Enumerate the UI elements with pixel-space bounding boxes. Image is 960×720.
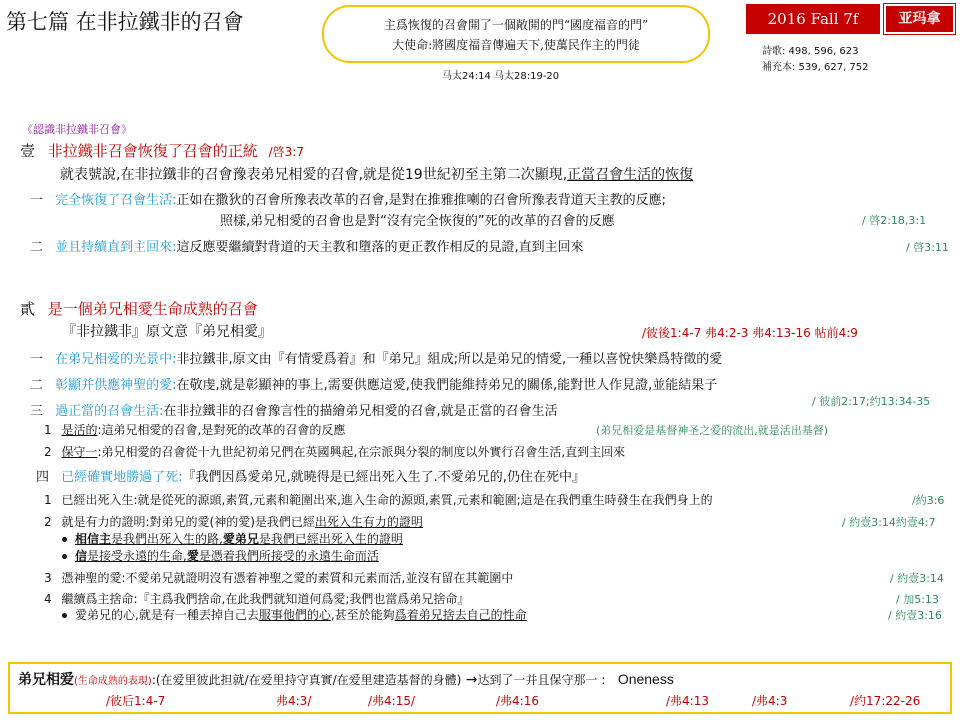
point-num: 四 <box>36 470 50 485</box>
point-num: 三 <box>30 404 44 419</box>
section1-intro-text: 就表號說,在非拉鐵非的召會豫表弟兄相愛的召會,就是從19世紀初至主第二次顯現, <box>60 167 568 183</box>
section1-intro <box>60 164 693 184</box>
page-title: 第七篇 在非拉鐵非的召會 <box>6 10 244 34</box>
motto-line-1: 主爲恢復的召會開了一個敞開的門“國度福音的門” <box>383 18 649 32</box>
bullet-underline: 服事他們的心 <box>258 608 331 622</box>
point-head: 過正當的召會生活: <box>55 404 164 419</box>
sub-num: 2 <box>44 515 52 529</box>
point-head: 彰顯并供應神聖的愛: <box>55 378 177 393</box>
section2-point3-sub2 <box>44 443 625 460</box>
summary-result: 达到了一并且保守那一 : <box>477 673 606 687</box>
section2-point4-sub3 <box>44 569 513 586</box>
sub-underline: 保守一 <box>61 445 98 459</box>
summary-head: 弟兄相爱 <box>18 672 74 688</box>
hymns-line: 詩歌: 498, 596, 623 <box>762 46 859 57</box>
bullet-item-2 <box>62 547 379 564</box>
point-text: 在敬虔,就是彰顯神的事上,需要供應這愛,使我們能維持弟兄的關係,能對世人作見證,並能結果子 <box>176 378 718 393</box>
section1-point2 <box>30 236 584 255</box>
section1-point1-ref: / 啓2:18,3:1 <box>862 214 927 227</box>
summary-ref-4: /弗4:16 <box>496 694 539 708</box>
section2-point4-sub2 <box>44 513 423 530</box>
sub-text: :弟兄相愛的召會從十九世紀初弟兄們在英國興起,在宗派與分裂的制度以外實行召會生活,直到主回來 <box>97 445 626 459</box>
summary-ref-2: 弗4:3/ <box>276 694 312 708</box>
bullet-emph: 愛弟兄 <box>222 532 259 546</box>
point-text: 在非拉鐵非的召會豫言性的描繪弟兄相愛的召會,就是正當的召會生活 <box>163 404 558 419</box>
bullet-dot-icon <box>62 613 67 618</box>
section1-point2-ref: / 啓3:11 <box>906 241 949 254</box>
summary-ref-7: /约17:22-26 <box>850 694 921 708</box>
point-num: 二 <box>30 240 44 255</box>
supplement-line: 補充本: 539, 627, 752 <box>762 62 869 73</box>
sub-text: 繼續爲主捨命:『主爲我們捨命,在此我們就知道何爲愛;我們也當爲弟兄捨命』 <box>61 592 470 606</box>
summary-ref-5: /弗4:13 <box>666 694 709 708</box>
section1-num: 壹 <box>20 142 36 160</box>
summary-ref-1: /彼后1:4-7 <box>106 694 166 708</box>
section2-point1 <box>30 348 722 367</box>
summary-text: :(在爱里彼此担就/在爱里持守真實/在爱里建造基督的身體) <box>151 673 462 687</box>
bullet-emph: 信 <box>75 549 88 563</box>
bullet-text: 是我們出死入生的路, <box>111 532 223 546</box>
sub-num: 1 <box>44 493 52 507</box>
summary-line <box>18 669 674 689</box>
bullet-text: 是接受永遠的生命, <box>87 549 187 563</box>
bullet-text: 是憑着我們所接受的永遠生命而活 <box>198 549 379 563</box>
section2-point4-sub4 <box>44 590 469 607</box>
section2-point3-sub1-note: (弟兄相爱是基督神圣之爱的流出,就是活出基督) <box>596 424 829 437</box>
motto-line-2: 大使命:將國度福音傳遍天下,使萬民作主的門徒 <box>392 38 640 52</box>
section1-intro-underline: 正當召會生活的恢復 <box>567 167 694 183</box>
bullet-dot-icon <box>62 554 67 559</box>
bullet-item-3-ref: / 約壹3:16 <box>888 609 942 622</box>
point-head: 完全恢復了召會生活: <box>55 193 177 208</box>
bullet-emph: 愛 <box>186 549 199 563</box>
oneness-label: Oneness <box>617 671 674 687</box>
point-num: 二 <box>30 378 44 393</box>
section2-heading <box>20 298 258 319</box>
motto-callout <box>322 5 710 63</box>
section1-point1 <box>30 189 666 208</box>
section2-point2 <box>30 374 717 393</box>
section1-heading <box>20 140 304 161</box>
sub-text: 已經出死入生:就是從死的源頭,素質,元素和範圍出來,進入生命的源頭,素質,元素和範圍;這是在我們重生時發生在我們身上的 <box>61 493 713 507</box>
point-text: 這反應要繼續對背道的天主教和墮落的更正教作相反的見證,直到主回來 <box>176 240 584 255</box>
sub-underline: 出死入生有力的證明 <box>314 515 423 529</box>
section2-point2-ref: / 彼前2:17;约13:34-35 <box>812 395 931 408</box>
sub-num: 3 <box>44 571 52 585</box>
summary-head-note: (生命成熟的表現) <box>74 676 152 687</box>
arrow-right-icon: → <box>465 672 478 688</box>
book-button[interactable]: 亚玛拿 <box>884 4 955 34</box>
section2-num: 貳 <box>20 300 36 318</box>
bullet-text: ,甚至於能夠 <box>330 608 395 622</box>
point-num: 一 <box>30 352 44 367</box>
section2-title: 是一個弟兄相愛生命成熟的召會 <box>47 300 258 318</box>
hymns-info <box>762 44 869 76</box>
point-head: 在弟兄相爱的光景中: <box>55 352 177 367</box>
sub-underline: 是活的 <box>61 423 98 437</box>
sub-text: :這弟兄相愛的召會,是對死的改革的召會的反應 <box>97 423 346 437</box>
bullet-item-3 <box>62 606 527 623</box>
sub-text: 憑神聖的愛:不愛弟兄就證明沒有憑着神聖之愛的素質和元素而活,並沒有留在其範圍中 <box>61 571 514 585</box>
bullet-underline: 爲着弟兄捨去自己的性命 <box>394 608 527 622</box>
point-text: 『我們因爲愛弟兄,就曉得是已經出死入生了.不愛弟兄的,仍住在死中』 <box>182 470 585 485</box>
sub-num: 4 <box>44 592 52 606</box>
bullet-text: 是我們已經出死入生的證明 <box>258 532 403 546</box>
section1-title: 非拉鐵非召會恢復了召會的正統 <box>47 142 258 160</box>
section1-point1-cont: 照樣,弟兄相愛的召會也是對“沒有完全恢復的”死的改革的召會的反應 <box>220 214 615 229</box>
bullet-text: 愛弟兄的心,就是有一種丟掉自己去 <box>75 608 259 622</box>
section2-subtitle-ref: /彼後1:4-7 弗4:2-3 弗4:13-16 帖前4:9 <box>642 326 858 340</box>
section2-subtitle: 『非拉鐵非』原文意『弟兄相愛』 <box>62 324 272 340</box>
season-badge: 2016 Fall 7f <box>746 4 880 34</box>
point-text: 非拉鐵非,原文由『有情愛爲着』和『弟兄』組成;所以是弟兄的情愛,一種以喜悅快樂爲特徵的愛 <box>176 352 723 367</box>
section2-point3 <box>30 400 558 419</box>
bullet-emph: 相信主 <box>75 532 112 546</box>
point-text: 正如在撒狄的召會所豫表改革的召會,是對在推雅推喇的召會所豫表背道天主教的反應; <box>176 193 667 208</box>
breadcrumb: 《認識非拉鐵非召會》 <box>22 123 132 136</box>
section2-point4-sub1-ref: /約3:6 <box>912 494 945 507</box>
section2-point4-sub1 <box>44 491 713 508</box>
point-head: 並且持續直到主回來: <box>55 240 177 255</box>
section2-point3-sub1 <box>44 421 345 438</box>
section1-ref: /啓3:7 <box>268 145 304 159</box>
motto-refs: 马太24:14 马太28:19-20 <box>442 71 560 82</box>
section2-point4-sub3-ref: / 約壹3:14 <box>890 572 944 585</box>
bullet-dot-icon <box>62 537 67 542</box>
sub-num: 1 <box>44 423 52 437</box>
summary-ref-6: /弗4:3 <box>752 694 788 708</box>
sub-num: 2 <box>44 445 52 459</box>
summary-ref-3: /弗4:15/ <box>368 694 416 708</box>
section2-point4-sub2-ref: / 約壹3:14約壹4:7 <box>842 516 936 529</box>
sub-text: 就是有力的證明:對弟兄的愛(神的愛)是我們已經 <box>61 515 315 529</box>
bullet-item-1 <box>62 530 403 547</box>
section2-point4-sub4-ref: / 加5:13 <box>896 593 939 606</box>
point-num: 一 <box>30 193 44 208</box>
section2-point4 <box>36 466 585 485</box>
point-head: 已經確實地勝過了死: <box>61 470 183 485</box>
